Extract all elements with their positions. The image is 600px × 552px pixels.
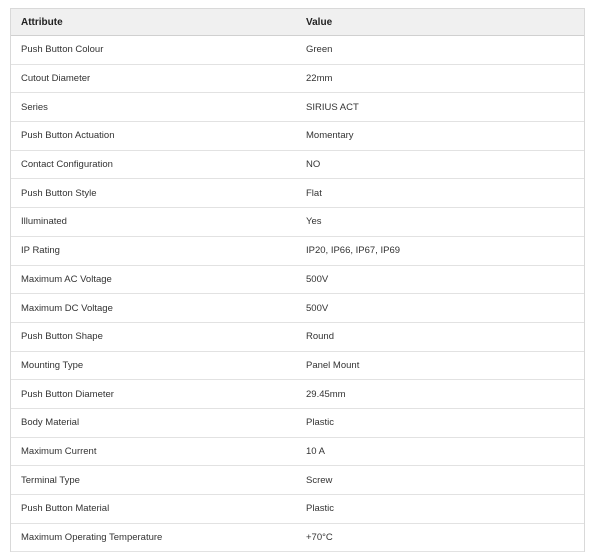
table-body: [11, 36, 584, 552]
table-row: [11, 438, 584, 467]
value-cell: SIRIUS ACT: [306, 101, 359, 113]
attribute-cell: Maximum Current: [21, 445, 97, 457]
attribute-cell: Cutout Diameter: [21, 73, 91, 85]
attribute-cell: Illuminated: [21, 216, 67, 228]
value-cell: 22mm: [306, 73, 333, 85]
table-row: [11, 179, 584, 208]
attribute-cell: Series: [21, 101, 48, 113]
value-cell: Plastic: [306, 417, 334, 429]
table-row: [11, 208, 584, 237]
table-row: [11, 409, 584, 438]
table-row: [11, 266, 584, 295]
attribute-cell: Push Button Material: [21, 503, 110, 515]
attribute-cell: Maximum Operating Temperature: [21, 532, 163, 544]
value-cell: 500V: [306, 273, 329, 285]
table-row: [11, 65, 584, 94]
value-cell: 10 A: [306, 445, 326, 457]
table-row: [11, 466, 584, 495]
table-row: [11, 294, 584, 323]
attribute-cell: Maximum AC Voltage: [21, 273, 112, 285]
value-cell: Flat: [306, 187, 322, 199]
table-row: [11, 151, 584, 180]
value-cell: NO: [306, 159, 321, 171]
attribute-cell: Mounting Type: [21, 359, 84, 371]
header-value[interactable]: Value: [306, 16, 333, 28]
attribute-cell: IP Rating: [21, 245, 60, 257]
value-cell: 29.45mm: [306, 388, 346, 400]
table-row: [11, 524, 584, 552]
attribute-cell: Push Button Diameter: [21, 388, 114, 400]
value-cell: 500V: [306, 302, 329, 314]
value-cell: Round: [306, 331, 334, 343]
header-attribute[interactable]: Attribute: [21, 16, 63, 28]
value-cell: IP20, IP66, IP67, IP69: [306, 245, 401, 257]
value-cell: Green: [306, 44, 333, 56]
table-row: [11, 36, 584, 65]
attribute-cell: Push Button Style: [21, 187, 97, 199]
table-row: [11, 352, 584, 381]
table-row: [11, 237, 584, 266]
attribute-cell: Contact Configuration: [21, 159, 113, 171]
value-cell: Screw: [306, 474, 333, 486]
attribute-cell: Push Button Colour: [21, 44, 104, 56]
table-header-row: [11, 9, 584, 36]
value-cell: Momentary: [306, 130, 354, 142]
attribute-cell: Terminal Type: [21, 474, 80, 486]
attribute-cell: Push Button Shape: [21, 331, 103, 343]
attribute-cell: Maximum DC Voltage: [21, 302, 113, 314]
table-row: [11, 380, 584, 409]
table-row: [11, 323, 584, 352]
attribute-table: [10, 8, 585, 552]
table-row: [11, 93, 584, 122]
attribute-cell: Push Button Actuation: [21, 130, 115, 142]
value-cell: +70°C: [306, 532, 333, 544]
attribute-cell: Body Material: [21, 417, 80, 429]
table-row: [11, 495, 584, 524]
value-cell: Panel Mount: [306, 359, 360, 371]
value-cell: Plastic: [306, 503, 334, 515]
table-row: [11, 122, 584, 151]
value-cell: Yes: [306, 216, 322, 228]
